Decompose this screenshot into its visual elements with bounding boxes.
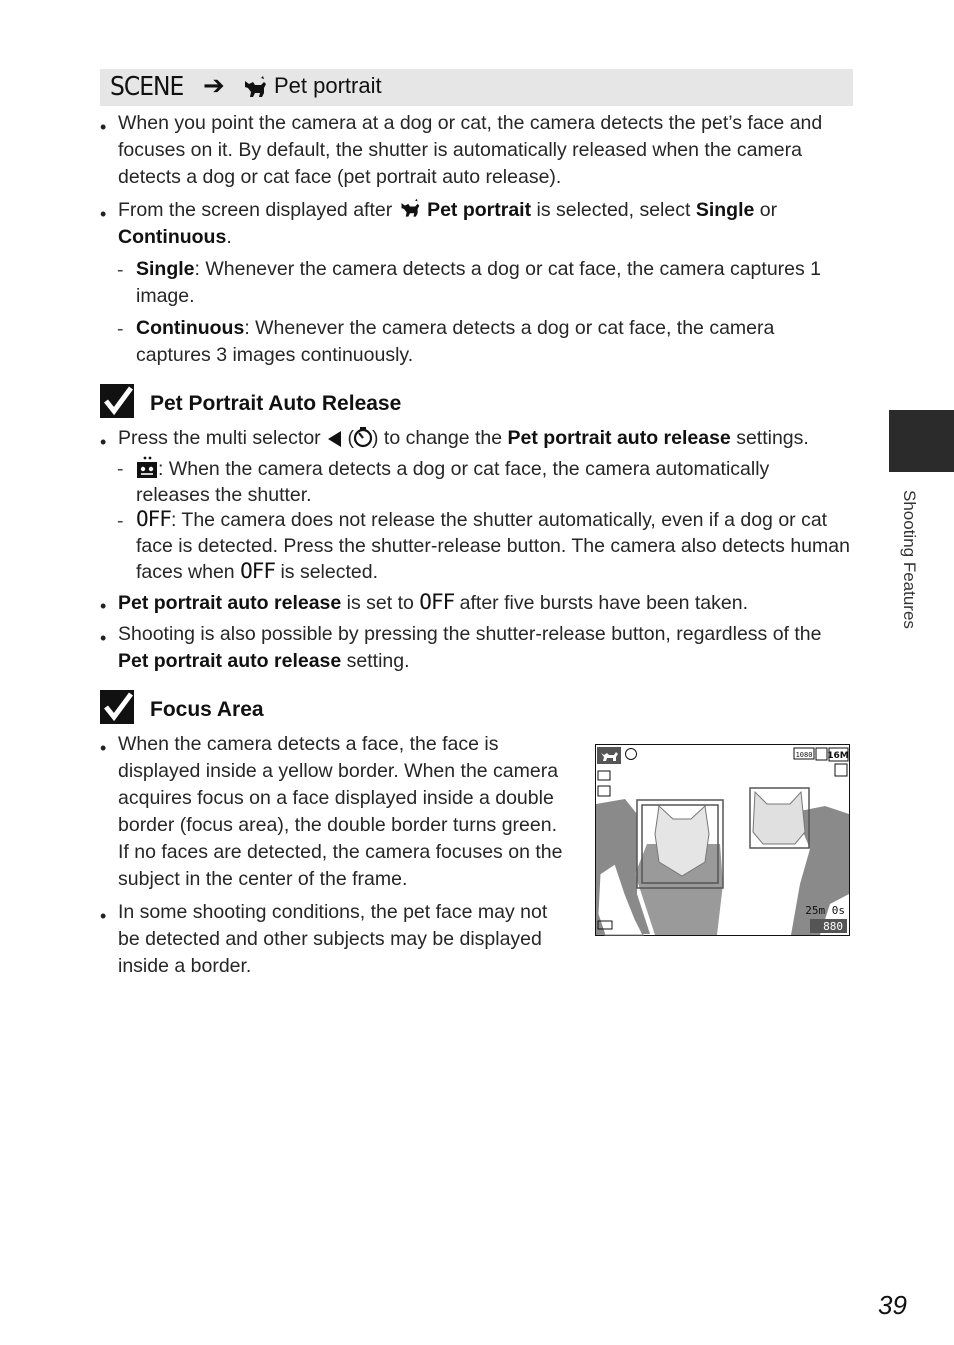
bullet-dot: • — [100, 596, 107, 616]
text: settings. — [736, 427, 809, 449]
text: Shooting is also possible by pressing the shutter-release button, regardless of the — [118, 623, 822, 645]
chapter-label-text: Shooting Features — [900, 490, 919, 629]
single-description — [136, 256, 846, 310]
text: is selected, select — [536, 199, 691, 221]
text: to change the — [383, 427, 503, 449]
shutter-note — [118, 621, 853, 675]
option-single: Single — [695, 199, 755, 221]
text: . — [226, 226, 232, 248]
image-size-text: 16M — [827, 751, 849, 761]
paren: ( — [347, 427, 354, 449]
continuous-description — [136, 315, 826, 369]
text: : When the camera detects a dog or cat face, the camera automatically releases the shutter. — [136, 458, 770, 506]
dash: - — [117, 510, 124, 532]
text: is set to — [346, 592, 414, 614]
scene-label: SCENE — [110, 72, 184, 102]
camera-screen-illustration — [595, 744, 850, 936]
bullet-dot: • — [100, 906, 107, 926]
text: is selected. — [280, 561, 378, 583]
bullet-dot: • — [100, 738, 107, 758]
auto-release-off-note — [118, 589, 858, 617]
off-symbol: OFF — [240, 559, 276, 583]
pet-portrait-icon — [398, 198, 422, 220]
selection-paragraph — [118, 197, 853, 251]
focus-paragraph: When the camera detects a face, the face is displayed inside a yellow border. When the camera acquires focus on a face displayed inside a double border (focus area), the double border turns green. If no faces are detected, the camera focuses on the subject in the center of the frame. — [118, 733, 563, 890]
bullet-dot: • — [100, 628, 107, 648]
text: : Whenever the camera detects a dog or cat face, the camera captures 1 image. — [136, 258, 822, 307]
bullet-dot: • — [100, 117, 107, 137]
dash: - — [117, 318, 124, 340]
pet-portrait-icon — [242, 75, 268, 101]
option-continuous: Continuous — [118, 226, 227, 248]
auto-release-heading: Pet Portrait Auto Release — [150, 392, 402, 415]
auto-release-on-description — [136, 455, 836, 508]
chapter-label — [893, 490, 923, 670]
single-label: Single — [136, 258, 195, 280]
text: : Whenever the camera detects a dog or cat face, the camera captures 3 images continuously. — [136, 317, 775, 366]
focus-area-heading: Focus Area — [150, 698, 264, 721]
setting-name: Pet portrait auto release — [118, 650, 342, 672]
text: setting. — [346, 650, 410, 672]
paren: ) — [372, 427, 379, 449]
text: Press the multi selector — [118, 427, 321, 449]
detection-paragraph: In some shooting conditions, the pet face may not be detected and other subjects may be displayed inside a border. — [118, 901, 548, 977]
continuous-label: Continuous — [136, 317, 245, 339]
page-number: 39 — [878, 1290, 907, 1320]
check-icon — [100, 384, 134, 418]
self-timer-icon — [352, 426, 374, 448]
left-arrow-icon — [326, 430, 342, 448]
auto-release-off-description — [136, 507, 852, 586]
bullet-dot: • — [100, 204, 107, 224]
off-symbol: OFF — [419, 590, 455, 614]
bullet-dot: • — [100, 432, 107, 452]
arrow-icon: ➔ — [203, 70, 225, 100]
setting-name: Pet portrait auto release — [118, 592, 342, 614]
check-icon — [100, 690, 134, 724]
option-name: Pet portrait — [427, 199, 532, 221]
time-remaining: 25m 0s — [805, 904, 845, 917]
dash: - — [117, 259, 124, 281]
dash: - — [117, 458, 124, 480]
section-header — [100, 69, 853, 106]
shots-remaining: 880 — [823, 920, 843, 933]
text: after five bursts have been taken. — [459, 592, 748, 614]
video-mode-text: 1080 — [795, 751, 813, 759]
setting-name: Pet portrait auto release — [507, 427, 731, 449]
multi-selector-paragraph — [118, 425, 858, 452]
intro-paragraph: When you point the camera at a dog or cat, the camera detects the pet’s face and focuses on it. By default, the shutter is automatically released when the camera detects a dog or cat face (pet portrait auto release). — [118, 112, 823, 188]
chapter-tab — [889, 410, 954, 472]
auto-release-icon — [136, 455, 158, 479]
text: : The camera does not release the shutter automatically, even if a dog or cat face is detected. Press the shutter-release button. The camera also detects human faces when — [136, 509, 850, 583]
text: or — [759, 199, 778, 221]
page-title: Pet portrait — [274, 73, 382, 98]
off-symbol: OFF — [136, 507, 171, 531]
text: From the screen displayed after — [118, 199, 393, 221]
